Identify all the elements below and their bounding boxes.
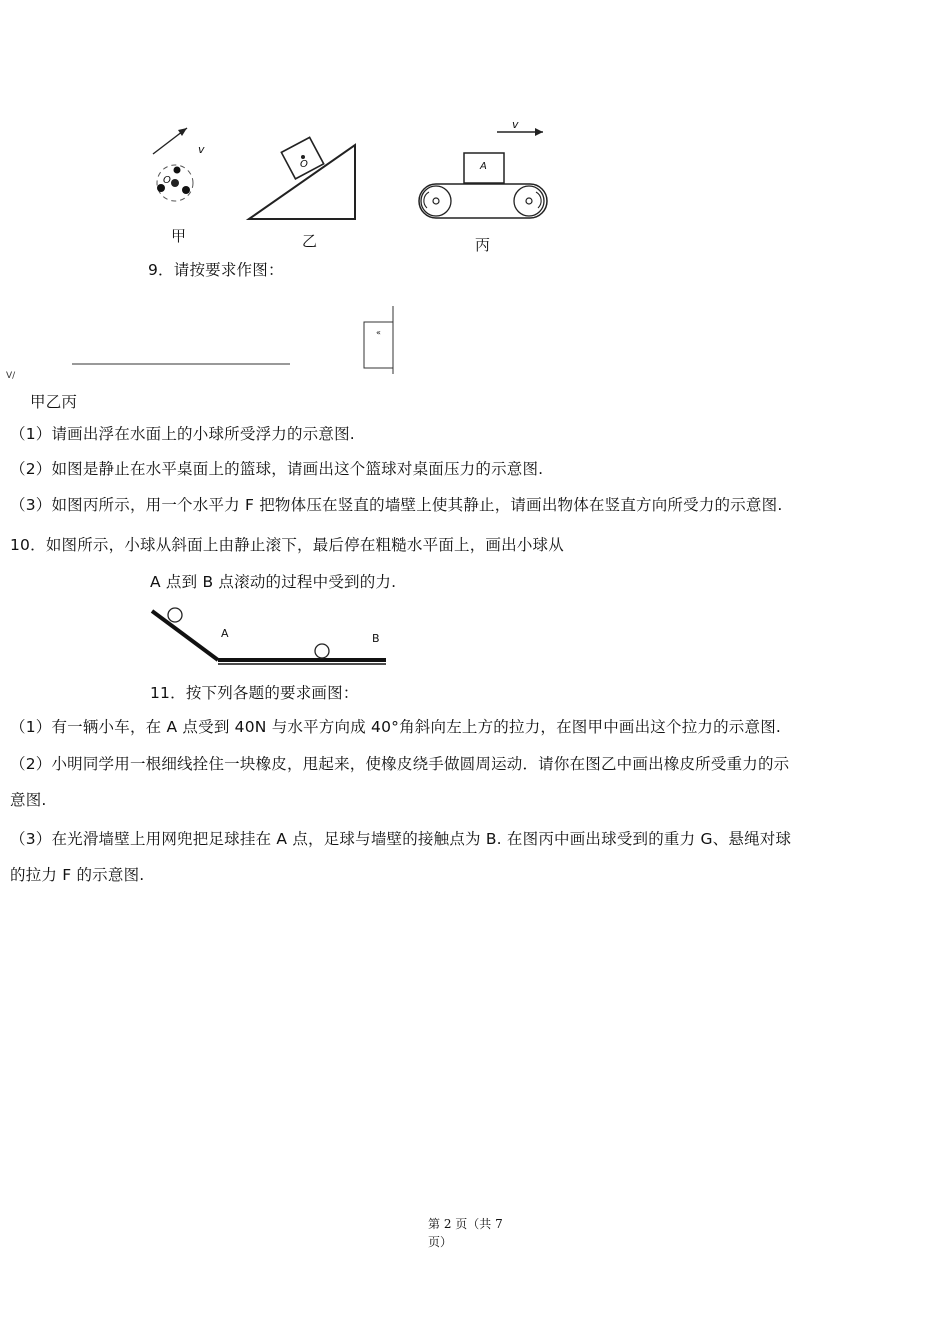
figure-label-bing: 丙 xyxy=(475,236,491,254)
velocity-label-2: v xyxy=(512,118,519,131)
page-footer-line-2: 页） xyxy=(428,1235,453,1249)
q11-title: 11．按下列各题的要求画图： xyxy=(150,684,359,702)
q9-item-3: （3）如图丙所示，用一个水平力 F 把物体压在竖直的墙壁上使其静止，请画出物体在竖直方向所受力的示意图. xyxy=(10,496,783,514)
q10-line-2: A 点到 B 点滚动的过程中受到的力. xyxy=(150,573,397,591)
q9-fig-labels: 甲乙丙 xyxy=(30,393,78,411)
q9-item-1: （1）请画出浮在水面上的小球所受浮力的示意图. xyxy=(10,425,355,443)
q10-line-1: 10．如图所示，小球从斜面上由静止滚下，最后停在粗糙水平面上，画出小球从 xyxy=(10,536,564,554)
q10-label-b: B xyxy=(372,632,380,645)
q9-item-2: （2）如图是静止在水平桌面上的篮球，请画出这个篮球对桌面压力的示意图. xyxy=(10,460,544,478)
figure-label-jia: 甲 xyxy=(171,227,187,245)
velocity-label-1: v xyxy=(198,143,205,156)
q10-figure xyxy=(148,603,393,673)
q11-item-3-line-1: （3）在光滑墙壁上用网兜把足球挂在 A 点，足球与墙壁的接触点为 B. 在图丙中画出球受到的重力 G、悬绳对球 xyxy=(10,830,792,848)
q9-small-fig-label: « xyxy=(376,328,381,337)
q11-item-2-line-2: 意图. xyxy=(10,791,47,809)
q9-title: 9．请按要求作图： xyxy=(148,261,284,279)
figure-yi-incline xyxy=(245,135,360,225)
q11-item-1: （1）有一辆小车，在 A 点受到 40N 与水平方向成 40°角斜向左上方的拉力，在图甲中画出这个拉力的示意图. xyxy=(10,718,782,736)
q11-item-2-line-1: （2）小明同学用一根细线拴住一块橡皮，甩起来，使橡皮绕手做圆周运动．请你在图乙中画出橡皮所受重力的示 xyxy=(10,755,790,773)
q10-label-a: A xyxy=(221,627,229,640)
page-footer-line-1: 第 2 页（共 7 xyxy=(428,1217,503,1231)
svg-text:V/: V/ xyxy=(6,371,16,381)
block-center-label: O xyxy=(300,159,308,170)
q11-item-3-line-2: 的拉力 F 的示意图. xyxy=(10,866,145,884)
figure-bing-conveyor xyxy=(415,120,555,225)
ball-center-label: O xyxy=(163,175,171,186)
figure-label-yi: 乙 xyxy=(302,232,318,250)
figure-jia-ball xyxy=(145,120,225,210)
q9-figures xyxy=(0,300,420,380)
block-label-a: A xyxy=(480,161,487,172)
